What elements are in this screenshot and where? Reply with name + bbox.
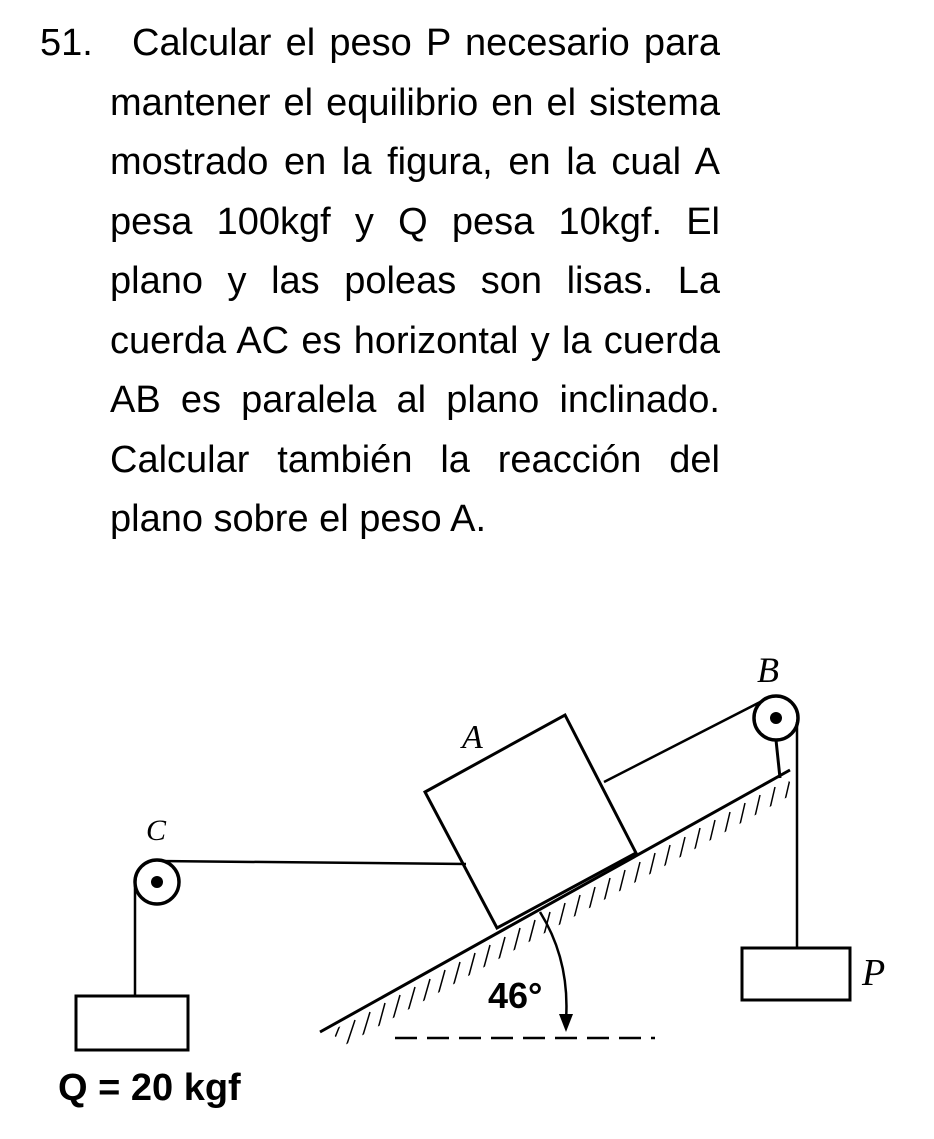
block-q: [76, 996, 188, 1050]
pulley-c: [135, 860, 179, 904]
problem-text-content: Calcular el peso P necesario para mantener el equilibrio en el sistema mostrado en la figura, en la cual A pesa 100kgf y Q pesa 10kgf. El plano y las poleas son lisas. La cuerda AC es horizontal y la cuerda AB es paralela al plano inclinado. Calcular también la reacción del plano sobre el peso A.: [110, 22, 720, 540]
angle-arrowhead: [559, 1014, 573, 1032]
label-c: C: [146, 814, 167, 847]
label-q: Q = 20 kgf: [58, 1067, 241, 1109]
problem-number: 51.: [40, 22, 93, 64]
label-p: P: [862, 952, 886, 994]
angle-arc: [540, 912, 566, 1020]
label-a: A: [462, 719, 483, 756]
angle-label: 46°: [488, 975, 543, 1016]
rope-ac: [158, 861, 466, 864]
block-p: [742, 948, 850, 1000]
label-b: B: [757, 650, 779, 690]
rope-ab: [604, 698, 768, 782]
block-a: [425, 715, 636, 928]
pulley-b: [754, 696, 798, 778]
